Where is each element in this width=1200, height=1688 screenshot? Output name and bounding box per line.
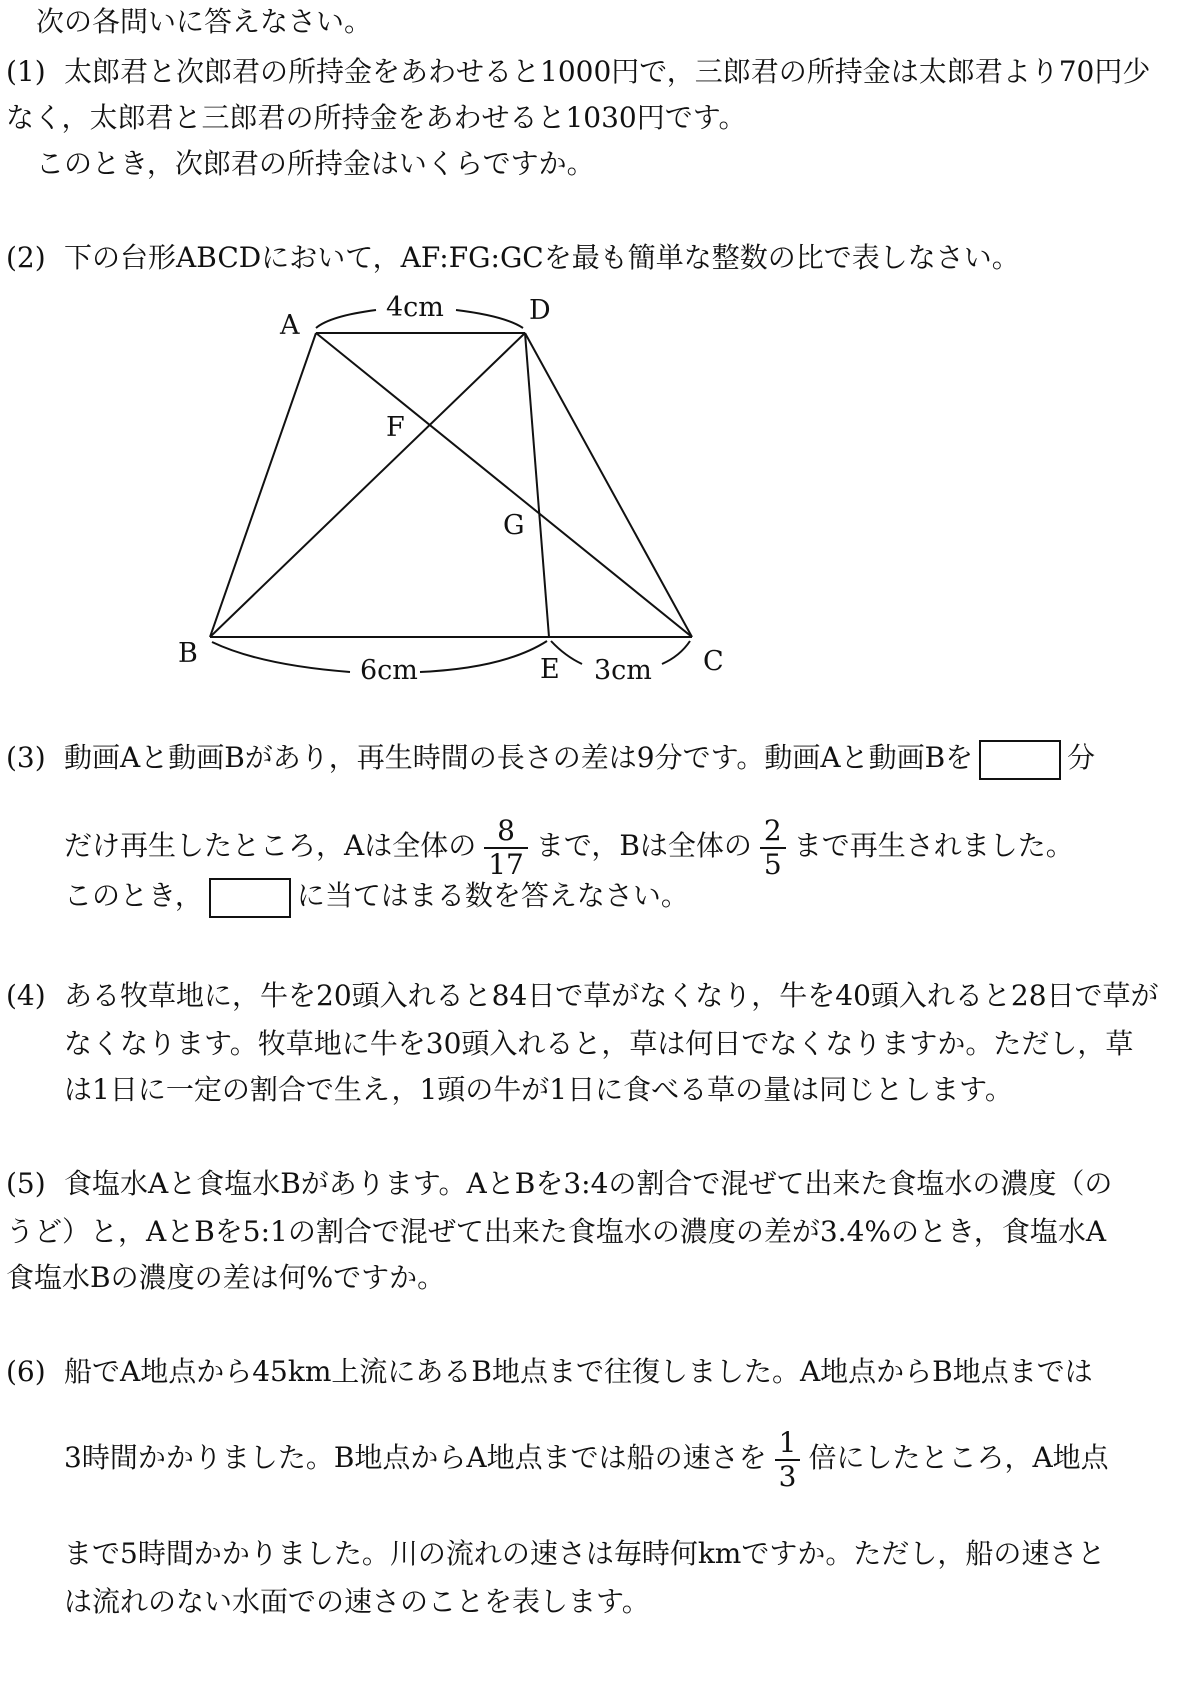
q1-line3: このとき，次郎君の所持金はいくらですか。 [36,147,595,180]
label-c: C [703,646,724,677]
q6-line2-b: 倍にしたところ，A地点 [808,1441,1109,1474]
q4-line3: は1日に一定の割合で生え，1頭の牛が1日に食べる草の量は同じとします。 [64,1073,1013,1106]
q3-line3-b: に当てはまる数を答えなさい。 [296,879,689,912]
arc-ad-right [456,310,523,328]
q1-number: (1) [6,55,46,88]
fraction-2-5 [760,815,786,881]
q4-line2: なくなります。牧草地に牛を30頭入れると，草は何日でなくなりますか。ただし，草 [64,1027,1134,1060]
arc-be [212,642,350,672]
q3-line3 [64,876,689,918]
arc-ec [551,641,582,664]
q6-number: (6) [6,1355,46,1388]
label-b: B [178,638,198,669]
frac1-numerator: 8 [484,815,528,849]
length-ec: 3cm [594,655,652,686]
label-g: G [503,510,525,541]
q5-line3: 食塩水Bの濃度の差は何%ですか。 [6,1261,446,1294]
fraction-1-3 [775,1427,801,1493]
q5-line1: 食塩水Aと食塩水Bがあります。AとBを3:4の割合で混ぜて出来た食塩水の濃度（の [64,1167,1113,1200]
q6-line1: 船でA地点から45km上流にあるB地点まで往復しました。A地点からB地点までは [64,1355,1093,1388]
answer-box[interactable] [979,740,1061,780]
length-be: 6cm [360,655,418,686]
q6-line2-a: 3時間かかりました。B地点からA地点までは船の速さを [64,1441,767,1474]
q3-line1-text: 動画Aと動画Bがあり，再生時間の長さの差は9分です。動画Aと動画Bを [64,741,974,774]
q1-line2: なく，太郎君と三郎君の所持金をあわせると1030円です。 [6,101,747,134]
diagonal-bd [210,333,525,637]
segment-de [525,333,549,637]
q3-line2-c: まで再生されました。 [793,829,1074,862]
side-dc [525,333,692,637]
label-a: A [280,310,300,341]
frac-denominator: 3 [778,1459,797,1493]
frac2-denominator: 5 [763,847,782,881]
label-f: F [386,412,405,443]
frac1-denominator: 17 [488,847,524,881]
q2-line1: 下の台形ABCDにおいて，AF:FG:GCを最も簡単な整数の比で表しなさい。 [64,241,1020,274]
q1-line1: 太郎君と次郎君の所持金をあわせると1000円で，三郎君の所持金は太郎君より70円少 [64,55,1151,88]
arc-be-right [420,641,547,672]
q3-line2-b: まで，Bは全体の [535,829,752,862]
arc-ec-right [662,641,690,664]
q2-number: (2) [6,241,46,274]
q4-line1: ある牧草地に，牛を20頭入れると84日で草がなくなり，牛を40頭入れると28日で草が [64,979,1159,1012]
q5-line2: うど）と，AとBを5:1の割合で混ぜて出来た食塩水の濃度の差が3.4%のとき，食塩水A [6,1215,1107,1248]
diagonal-ac [316,333,692,637]
q3-unit: 分 [1067,741,1096,774]
arc-ad [316,310,376,328]
label-e: E [540,654,560,685]
intro-text: 次の各問いに答えなさい。 [36,5,373,38]
frac2-numerator: 2 [760,815,786,849]
side-ab [210,333,316,637]
q3-line2 [64,806,1074,886]
answer-box-reference[interactable] [209,878,291,918]
q3-line2-a: だけ再生したところ，Aは全体の [64,829,477,862]
fraction-8-17 [484,815,528,881]
length-ad: 4cm [386,292,444,323]
q5-number: (5) [6,1167,46,1200]
q3-line1 [64,738,1095,780]
q3-number: (3) [6,741,46,774]
label-d: D [529,295,551,326]
q4-number: (4) [6,979,46,1012]
q6-line4: は流れのない水面での速さのことを表します。 [64,1585,650,1618]
q3-line3-a: このとき， [64,879,203,912]
frac-numerator: 1 [775,1427,801,1461]
q6-line2 [64,1418,1109,1498]
q6-line3: まで5時間かかりました。川の流れの速さは毎時何kmですか。ただし，船の速さと [64,1537,1106,1570]
